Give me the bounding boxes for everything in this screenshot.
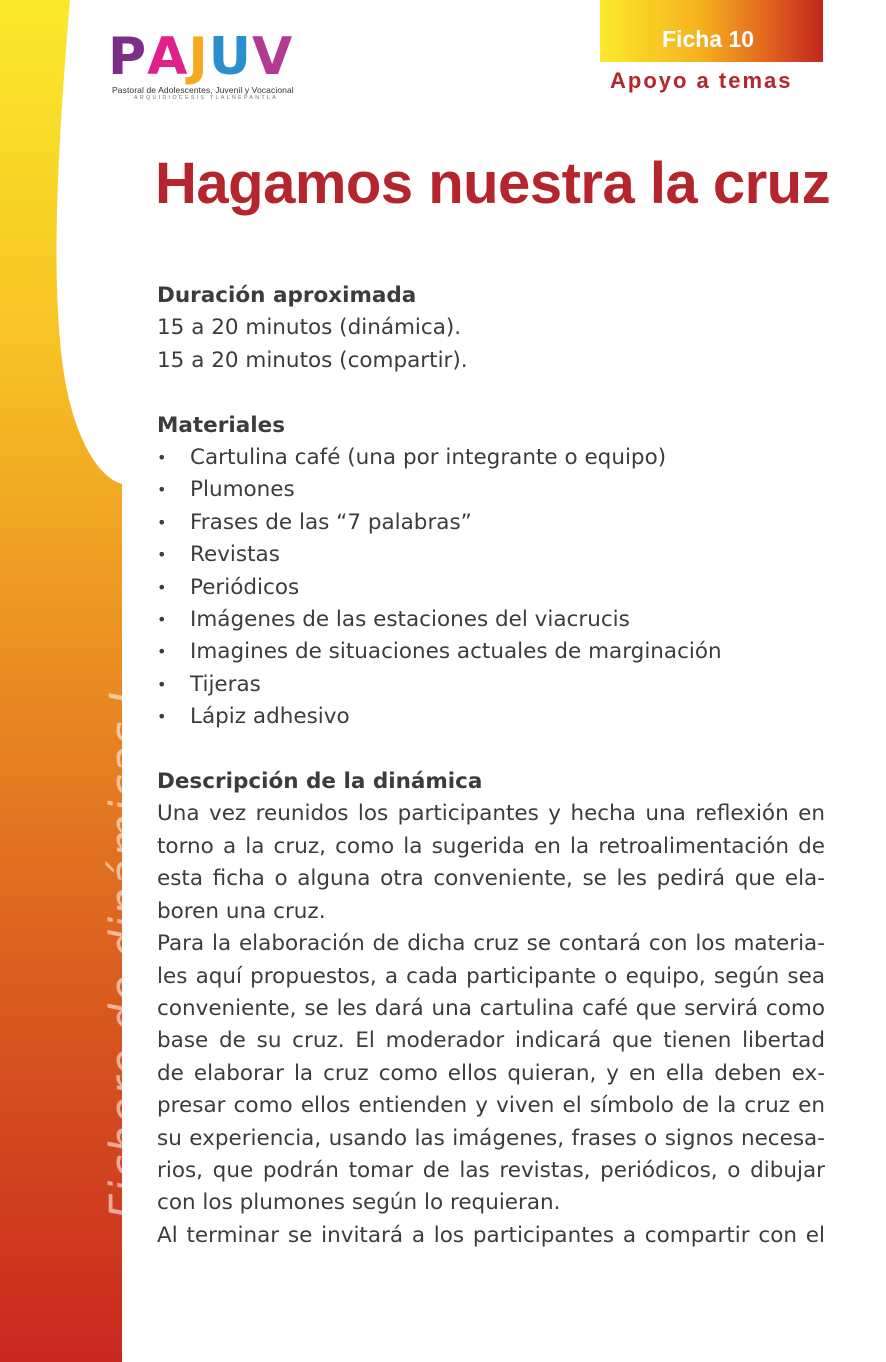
list-item: • Cartulina café (una por integrante o equipo) [157, 442, 825, 474]
list-item: • Imagines de situaciones actuales de marginación [157, 636, 825, 668]
list-item: • Periódicos [157, 572, 825, 604]
text-line: presar como ellos entienden y viven el símbolo de la cruz en [157, 1093, 825, 1119]
description-paragraph-3 [157, 1220, 825, 1252]
materials-heading: Materiales [157, 412, 285, 438]
logo-subtitle: Pastoral de Adolescentes, Juvenil y Vocacional [112, 85, 294, 95]
list-item: • Tijeras [157, 669, 825, 701]
page-title: Hagamos nuestra la cruz [155, 151, 831, 216]
document-body [157, 280, 825, 1252]
list-item: • Revistas [157, 539, 825, 571]
text-line: conveniente, se les dará una cartulina café que servirá como [157, 995, 825, 1021]
text-line: base de su cruz. El moderador indicará que tienen libertad [157, 1028, 825, 1054]
logo-wordmark [108, 27, 293, 87]
logo-letter-a: A [147, 27, 188, 87]
category-label: Apoyo a temas [610, 68, 793, 93]
text-line: Para la elaboración de dicha cruz se contará con los materia- [157, 931, 825, 957]
logo-letter-p: P [108, 27, 147, 87]
text-line: Al terminar se invitará a los participantes a compartir con el [157, 1222, 825, 1248]
list-item: • Frases de las “7 palabras” [157, 507, 825, 539]
text-line: rios, que podrán tomar de las revistas, periódicos, o dibujar [157, 1157, 825, 1183]
text-line: su experiencia, usando las imágenes, frases o signos necesa- [157, 1125, 825, 1151]
pajuv-logo [108, 27, 313, 102]
text-line: boren una cruz. [157, 898, 326, 924]
logo-letter-v: V [251, 27, 293, 87]
text-line: torno a la cruz, como la sugerida en la retroalimentación de [157, 833, 825, 859]
description-paragraph-2 [157, 928, 825, 1220]
text-line: esta ficha o alguna otra conveniente, se les pedirá que ela- [157, 866, 825, 892]
list-item: • Imágenes de las estaciones del viacrucis [157, 604, 825, 636]
text-line: con los plumones según lo requieran. [157, 1190, 561, 1216]
logo-subtitle-diocese: ARQUIDIOCESIS TLALNEPANTLA [134, 95, 279, 101]
materials-list [157, 442, 825, 734]
description-paragraph-1 [157, 798, 825, 928]
sidebar-vertical-title: Fichero de dinámicas I [100, 690, 153, 1220]
description-heading: Descripción de la dinámica [157, 769, 483, 795]
duration-line: 15 a 20 minutos (dinámica). [157, 315, 462, 341]
logo-letter-j: J [188, 27, 208, 87]
list-item: • Lápiz adhesivo [157, 701, 825, 733]
duration-heading: Duración aproximada [157, 283, 417, 308]
text-line: Una vez reunidos los participantes y hecha una reflexión en [157, 801, 825, 827]
ficha-number: Ficha 10 [662, 26, 755, 52]
text-line: de elaborar la cruz como ellos quieran, y en ella deben ex- [157, 1060, 825, 1086]
ficha-badge [600, 0, 823, 62]
list-item: • Plumones [157, 474, 825, 506]
duration-line: 15 a 20 minutos (compartir). [157, 347, 468, 373]
text-line: les aquí propuestos, a cada participante o equipo, según sea [157, 963, 825, 989]
logo-letter-u: U [208, 27, 251, 87]
